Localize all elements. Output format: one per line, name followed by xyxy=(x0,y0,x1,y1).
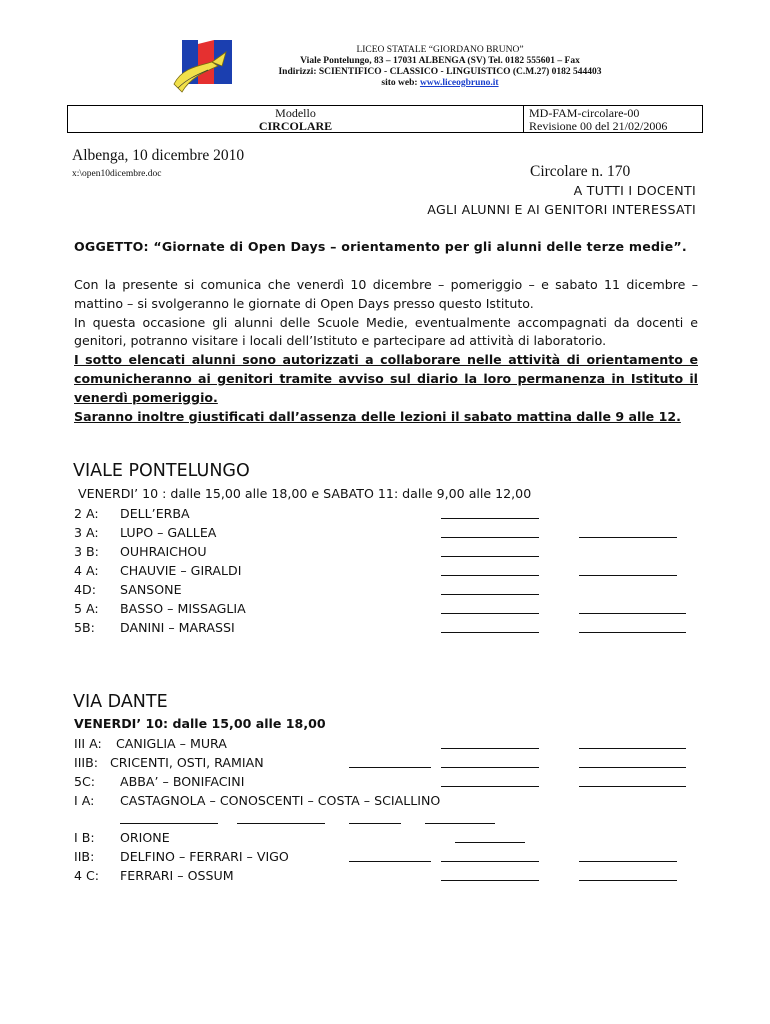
signature-blank xyxy=(579,613,686,614)
website-label: sito web: xyxy=(381,78,418,88)
paragraph-line: comunicheranno ai genitori tramite avviso sul diario la loro permanenza in Istituto il xyxy=(74,370,698,386)
paragraph-line: mattino – si svolgeranno le giornate di Open Days presso questo Istituto. xyxy=(74,295,534,311)
model-cell-left xyxy=(68,106,524,132)
class-label: IIB: xyxy=(74,849,95,864)
signature-blank xyxy=(441,861,539,862)
class-label: 5B: xyxy=(74,620,95,635)
paragraph-line: Saranno inoltre giustificati dall’assenza delle lezioni il sabato mattina dalle 9 alle 12. xyxy=(74,408,681,424)
signature-blank xyxy=(425,823,495,824)
list-item xyxy=(74,754,474,772)
recipients-line-2: AGLI ALUNNI E AI GENITORI INTERESSATI xyxy=(427,202,696,217)
signature-blank xyxy=(237,823,325,824)
class-label: 4 A: xyxy=(74,563,99,578)
circular-number: Circolare n. 170 xyxy=(530,163,631,180)
signature-blank xyxy=(455,842,525,843)
class-label: 4 C: xyxy=(74,868,100,883)
signature-blank xyxy=(120,823,218,824)
recipients-line-1: A TUTTI I DOCENTI xyxy=(573,183,696,198)
list-item xyxy=(74,600,474,618)
paragraph-line: Con la presente si comunica che venerdì 10 dicembre – pomeriggio – e sabato 11 dicembre – xyxy=(74,277,698,292)
school-address: Viale Pontelungo, 83 – 17031 ALBENGA (SV) Tel. 0182 555601 – Fax xyxy=(300,56,580,66)
student-names: CHAUVIE – GIRALDI xyxy=(120,563,242,578)
student-names: BASSO – MISSAGLIA xyxy=(120,601,246,616)
list-item xyxy=(74,543,474,561)
model-table xyxy=(67,105,703,133)
signature-blank xyxy=(441,537,539,538)
list-item xyxy=(74,792,634,810)
list-item xyxy=(74,524,474,542)
class-label: 5 A: xyxy=(74,601,99,616)
signature-blank xyxy=(441,518,539,519)
class-label: 3 A: xyxy=(74,525,99,540)
model-revision: Revisione 00 del 21/02/2006 xyxy=(529,119,668,133)
signature-blank xyxy=(349,823,401,824)
class-label: 2 A: xyxy=(74,506,99,521)
model-cell-right xyxy=(524,106,702,132)
signature-blank xyxy=(441,786,539,787)
class-label: I A: xyxy=(74,793,95,808)
website-link[interactable]: www.liceogbruno.it xyxy=(419,78,499,88)
signature-blank xyxy=(579,880,677,881)
list-item xyxy=(74,562,474,580)
student-names: CRICENTI, OSTI, RAMIAN xyxy=(110,755,264,770)
subject-line: OGGETTO: “Giornate di Open Days – orientamento per gli alunni delle terze medie”. xyxy=(74,239,687,254)
model-code: MD-FAM-circolare-00 xyxy=(529,106,640,120)
class-label: III A: xyxy=(74,736,102,751)
student-names: DANINI – MARASSI xyxy=(120,620,235,635)
class-label: 5C: xyxy=(74,774,96,789)
schedule-viale-pontelungo: VENERDI’ 10 : dalle 15,00 alle 18,00 e SABATO 11: dalle 9,00 alle 12,00 xyxy=(78,486,532,501)
school-website xyxy=(250,78,630,89)
signature-blank xyxy=(441,613,539,614)
signature-blank xyxy=(441,767,539,768)
signature-blank xyxy=(579,748,686,749)
signature-blank xyxy=(441,575,539,576)
list-item xyxy=(74,581,474,599)
signature-blank xyxy=(579,575,677,576)
signature-blank xyxy=(441,632,539,633)
paragraph-line: genitori, potranno visitare i locali dell’Istituto e partecipare ad attività di laboratorio. xyxy=(74,333,607,349)
model-type: CIRCOLARE xyxy=(258,119,333,133)
file-path: x:\open10dicembre.doc xyxy=(72,169,162,179)
list-item xyxy=(74,773,474,791)
student-names: LUPO – GALLEA xyxy=(120,525,217,540)
section-title-via-dante: VIA DANTE xyxy=(73,692,168,712)
school-logo xyxy=(168,38,252,96)
class-label: 4D: xyxy=(74,582,96,597)
place-date: Albenga, 10 dicembre 2010 xyxy=(72,147,245,164)
signature-blank xyxy=(441,748,539,749)
section-title-viale-pontelungo: VIALE PONTELUNGO xyxy=(73,461,250,481)
paragraph-line: In questa occasione gli alunni delle Scuole Medie, eventualmente accompagnati da docenti e xyxy=(74,314,698,330)
student-names: CASTAGNOLA – CONOSCENTI – COSTA – SCIALLINO xyxy=(120,793,441,808)
list-item xyxy=(74,735,474,753)
signature-blank xyxy=(349,767,431,768)
list-item xyxy=(74,505,474,523)
signature-blank xyxy=(579,632,686,633)
student-names: OUHRAICHOU xyxy=(120,544,207,559)
student-names: SANSONE xyxy=(120,582,182,597)
schedule-via-dante: VENERDI’ 10: dalle 15,00 alle 18,00 xyxy=(74,716,326,731)
student-names: DELFINO – FERRARI – VIGO xyxy=(120,849,289,864)
paragraph-line: venerdì pomeriggio. xyxy=(74,389,218,405)
class-label: 3 B: xyxy=(74,544,99,559)
school-name: LICEO STATALE “GIORDANO BRUNO” xyxy=(356,45,524,55)
signature-blank xyxy=(441,594,539,595)
student-names: ABBA’ – BONIFACINI xyxy=(120,774,245,789)
signature-blank xyxy=(579,861,677,862)
signature-blank xyxy=(349,861,431,862)
class-label: IIIB: xyxy=(74,755,99,770)
signature-blank xyxy=(579,767,686,768)
signature-blank xyxy=(579,537,677,538)
signature-blank xyxy=(441,880,539,881)
student-names: DELL’ERBA xyxy=(120,506,190,521)
list-item xyxy=(74,848,474,866)
model-label: Modello xyxy=(275,106,316,120)
list-item xyxy=(74,619,474,637)
paragraph-intro xyxy=(74,276,698,426)
class-label: I B: xyxy=(74,830,95,845)
signature-blank xyxy=(441,556,539,557)
list-item xyxy=(74,829,474,847)
signature-blank xyxy=(579,786,686,787)
list-item xyxy=(74,867,474,885)
student-names: FERRARI – OSSUM xyxy=(120,868,234,883)
school-tracks: Indirizzi: SCIENTIFICO - CLASSICO - LINGUISTICO (C.M.27) 0182 544403 xyxy=(278,67,602,77)
student-names: ORIONE xyxy=(120,830,170,845)
paragraph-line: I sotto elencati alunni sono autorizzati a collaborare nelle attività di orientamento e xyxy=(74,352,698,368)
student-names: CANIGLIA – MURA xyxy=(116,736,227,751)
